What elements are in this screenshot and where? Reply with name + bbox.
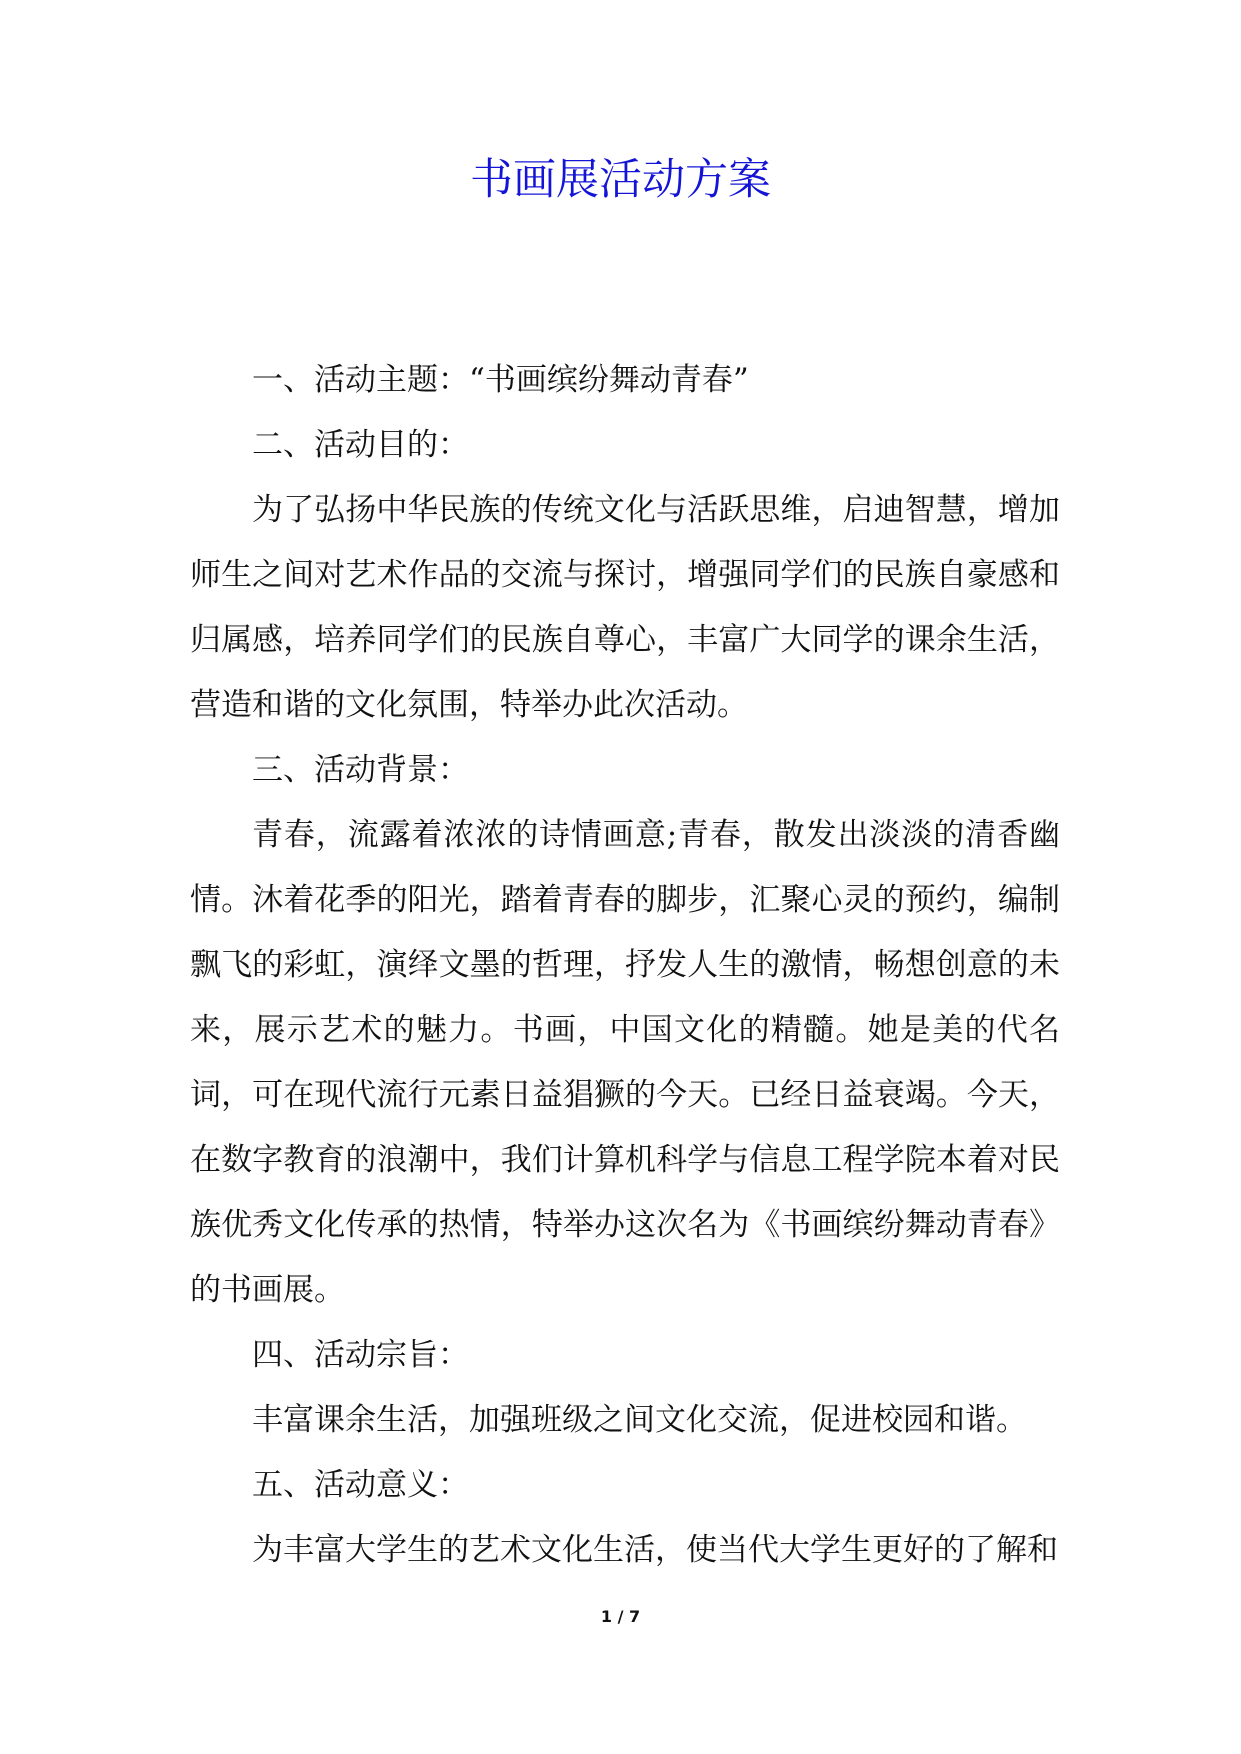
paragraph-aim: 丰富课余生活，加强班级之间文化交流，促进校园和谐。 — [252, 1402, 1027, 1438]
paragraph-theme: 一、活动主题：“书画缤纷舞动青春” — [252, 362, 749, 398]
paragraph-purpose: 为了弘扬中华民族的传统文化与活跃思维，启迪智慧，增加师生之间对艺术作品的交流与探讨，增强同学们的民族自豪感和归属感，培养同学们的民族自尊心，丰富广大同学的课余生活，营造和谐的文化氛围，特举办此次活动。 — [190, 492, 1060, 723]
paragraph-purpose-heading: 二、活动目的： — [252, 427, 469, 463]
paragraph-background-heading: 三、活动背景： — [252, 752, 469, 788]
document-body — [190, 348, 1060, 1583]
document-title: 书画展活动方案 — [470, 155, 771, 205]
paragraph-aim-heading: 四、活动宗旨： — [252, 1337, 469, 1373]
page-number: 1 / 7 — [600, 1607, 641, 1626]
paragraph-significance-heading: 五、活动意义： — [252, 1467, 469, 1503]
paragraph-significance: 为丰富大学生的艺术文化生活，使当代大学生更好的了解和 — [252, 1532, 1058, 1568]
paragraph-background: 青春，流露着浓浓的诗情画意;青春，散发出淡淡的清香幽情。沐着花季的阳光，踏着青春的脚步，汇聚心灵的预约，编制飘飞的彩虹，演绎文墨的哲理，抒发人生的激情，畅想创意的未来，展示艺术的魅力。书画，中国文化的精髓。她是美的代名词，可在现代流行元素日益猖獗的今天。已经日益衰竭。今天，在数字教育的浪潮中，我们计算机科学与信息工程学院本着对民族优秀文化传承的热情，特举办这次名为《书画缤纷舞动青春》的书画展。 — [190, 817, 1060, 1308]
